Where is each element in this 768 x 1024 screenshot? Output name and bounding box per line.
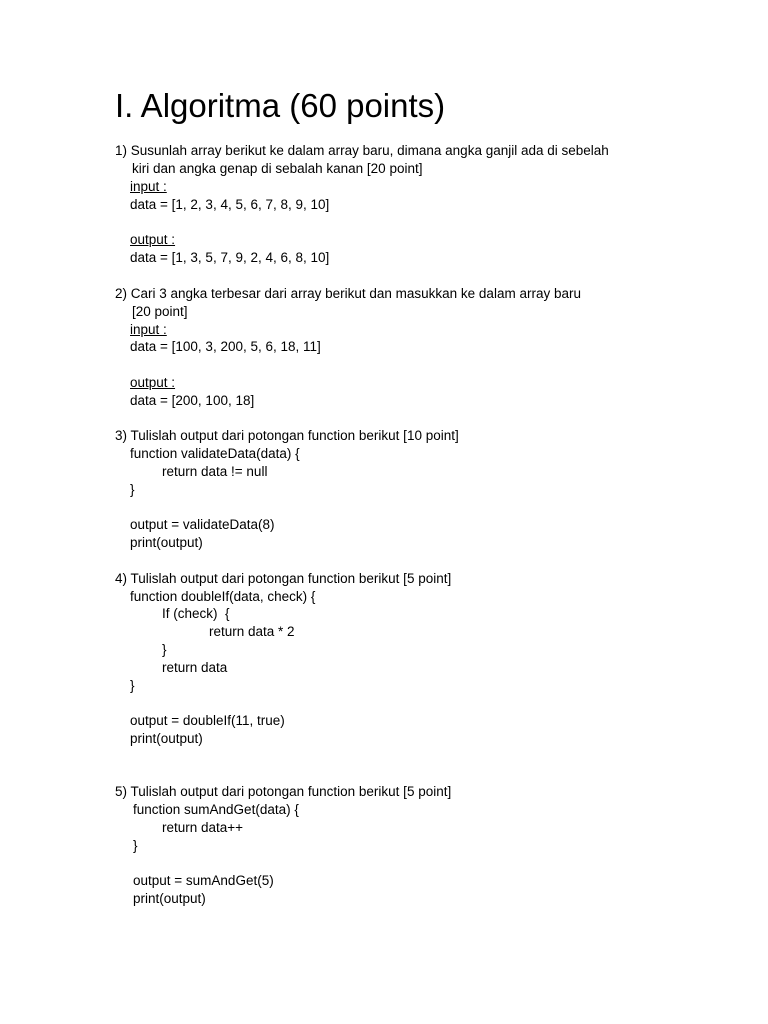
question-1-output-label: output : [130,232,176,247]
question-3-text: 3) Tulislah output dari potongan function berikut [10 point] [115,428,459,443]
code-line: output = doubleIf(11, true) [130,713,285,728]
code-line: } [162,642,167,657]
code-line: print(output) [133,891,206,906]
question-1-text-line-1: 1) Susunlah array berikut ke dalam array baru, dimana angka ganjil ada di sebelah [115,143,609,158]
code-line: output = sumAndGet(5) [133,873,274,888]
question-1-text-line-2: kiri dan angka genap di sebalah kanan [20 point] [132,161,423,176]
code-line: If (check) { [162,606,230,621]
page-title: I. Algoritma (60 points) [115,87,446,124]
question-1-output-data: data = [1, 3, 5, 7, 9, 2, 4, 6, 8, 10] [130,250,330,265]
code-line: return data [162,660,228,675]
code-line: function sumAndGet(data) { [133,802,299,817]
code-line: return data++ [162,820,244,835]
code-line: } [130,482,135,497]
question-2-text-line-2: [20 point] [132,304,188,319]
question-4-text: 4) Tulislah output dari potongan function berikut [5 point] [115,571,452,586]
code-line: return data * 2 [209,624,295,639]
code-line: print(output) [130,731,203,746]
code-line: output = validateData(8) [130,517,275,532]
question-2-output-data: data = [200, 100, 18] [130,393,255,408]
question-2-input-data: data = [100, 3, 200, 5, 6, 18, 11] [130,339,321,354]
question-2-text-line-1: 2) Cari 3 angka terbesar dari array berikut dan masukkan ke dalam array baru [115,286,581,301]
code-line: } [133,838,138,853]
code-line: function validateData(data) { [130,446,300,461]
question-2-input-label: input : [130,322,167,337]
code-line: print(output) [130,535,203,550]
question-5-text: 5) Tulislah output dari potongan function berikut [5 point] [115,784,452,799]
question-1-input-label: input : [130,179,167,194]
code-line: return data != null [162,464,268,479]
code-line: function doubleIf(data, check) { [130,589,316,604]
question-2-output-label: output : [130,375,176,390]
question-1-input-data: data = [1, 2, 3, 4, 5, 6, 7, 8, 9, 10] [130,197,330,212]
code-line: } [130,678,135,693]
